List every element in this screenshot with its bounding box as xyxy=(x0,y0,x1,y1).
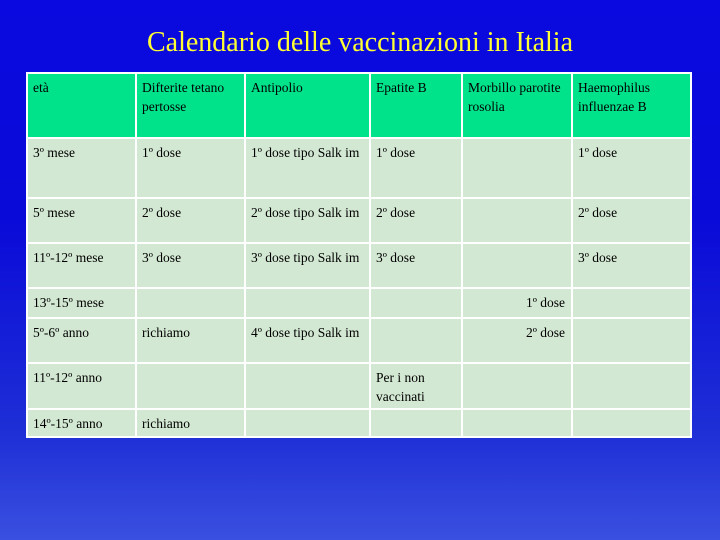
header-dtp: Difterite tetano pertosse xyxy=(136,73,245,138)
cell-age: 13º-15º mese xyxy=(27,288,136,318)
cell-mmr xyxy=(462,243,572,288)
cell-dtp: richiamo xyxy=(136,318,245,363)
cell-polio xyxy=(245,288,370,318)
cell-hib: 3º dose xyxy=(572,243,691,288)
cell-age: 3º mese xyxy=(27,138,136,198)
cell-hib xyxy=(572,409,691,437)
cell-hib: 1º dose xyxy=(572,138,691,198)
cell-hepatitis-b: 3º dose xyxy=(370,243,462,288)
cell-polio: 2º dose tipo Salk im xyxy=(245,198,370,243)
table-header-row xyxy=(27,73,691,138)
cell-polio xyxy=(245,363,370,409)
cell-mmr xyxy=(462,138,572,198)
cell-dtp: 3º dose xyxy=(136,243,245,288)
cell-mmr xyxy=(462,409,572,437)
cell-age: 5º-6º anno xyxy=(27,318,136,363)
table-row xyxy=(27,409,691,437)
vaccination-schedule-table xyxy=(26,72,692,438)
table-row xyxy=(27,318,691,363)
header-hepatitis-b: Epatite B xyxy=(370,73,462,138)
page-title: Calendario delle vaccinazioni in Italia xyxy=(146,27,574,58)
cell-polio: 4º dose tipo Salk im xyxy=(245,318,370,363)
cell-hepatitis-b: Per i non vaccinati xyxy=(370,363,462,409)
cell-hib xyxy=(572,288,691,318)
cell-hepatitis-b xyxy=(370,318,462,363)
cell-polio: 1º dose tipo Salk im xyxy=(245,138,370,198)
header-mmr: Morbillo parotite rosolia xyxy=(462,73,572,138)
cell-dtp xyxy=(136,288,245,318)
cell-hepatitis-b: 1º dose xyxy=(370,138,462,198)
table-row xyxy=(27,243,691,288)
cell-mmr xyxy=(462,198,572,243)
cell-dtp: richiamo xyxy=(136,409,245,437)
header-age: età xyxy=(27,73,136,138)
cell-mmr: 2º dose xyxy=(462,318,572,363)
cell-age: 11º-12º mese xyxy=(27,243,136,288)
table-row xyxy=(27,288,691,318)
cell-hepatitis-b xyxy=(370,409,462,437)
cell-age: 14º-15º anno xyxy=(27,409,136,437)
header-hib: Haemophilus influenzae B xyxy=(572,73,691,138)
cell-age: 5º mese xyxy=(27,198,136,243)
cell-hib xyxy=(572,363,691,409)
cell-hepatitis-b: 2º dose xyxy=(370,198,462,243)
cell-polio: 3º dose tipo Salk im xyxy=(245,243,370,288)
cell-hib xyxy=(572,318,691,363)
cell-polio xyxy=(245,409,370,437)
table-row xyxy=(27,138,691,198)
cell-mmr: 1º dose xyxy=(462,288,572,318)
cell-dtp xyxy=(136,363,245,409)
table-row xyxy=(27,363,691,409)
cell-dtp: 1º dose xyxy=(136,138,245,198)
header-polio: Antipolio xyxy=(245,73,370,138)
cell-hib: 2º dose xyxy=(572,198,691,243)
cell-mmr xyxy=(462,363,572,409)
table-row xyxy=(27,198,691,243)
cell-age: 11º-12º anno xyxy=(27,363,136,409)
cell-hepatitis-b xyxy=(370,288,462,318)
cell-dtp: 2º dose xyxy=(136,198,245,243)
